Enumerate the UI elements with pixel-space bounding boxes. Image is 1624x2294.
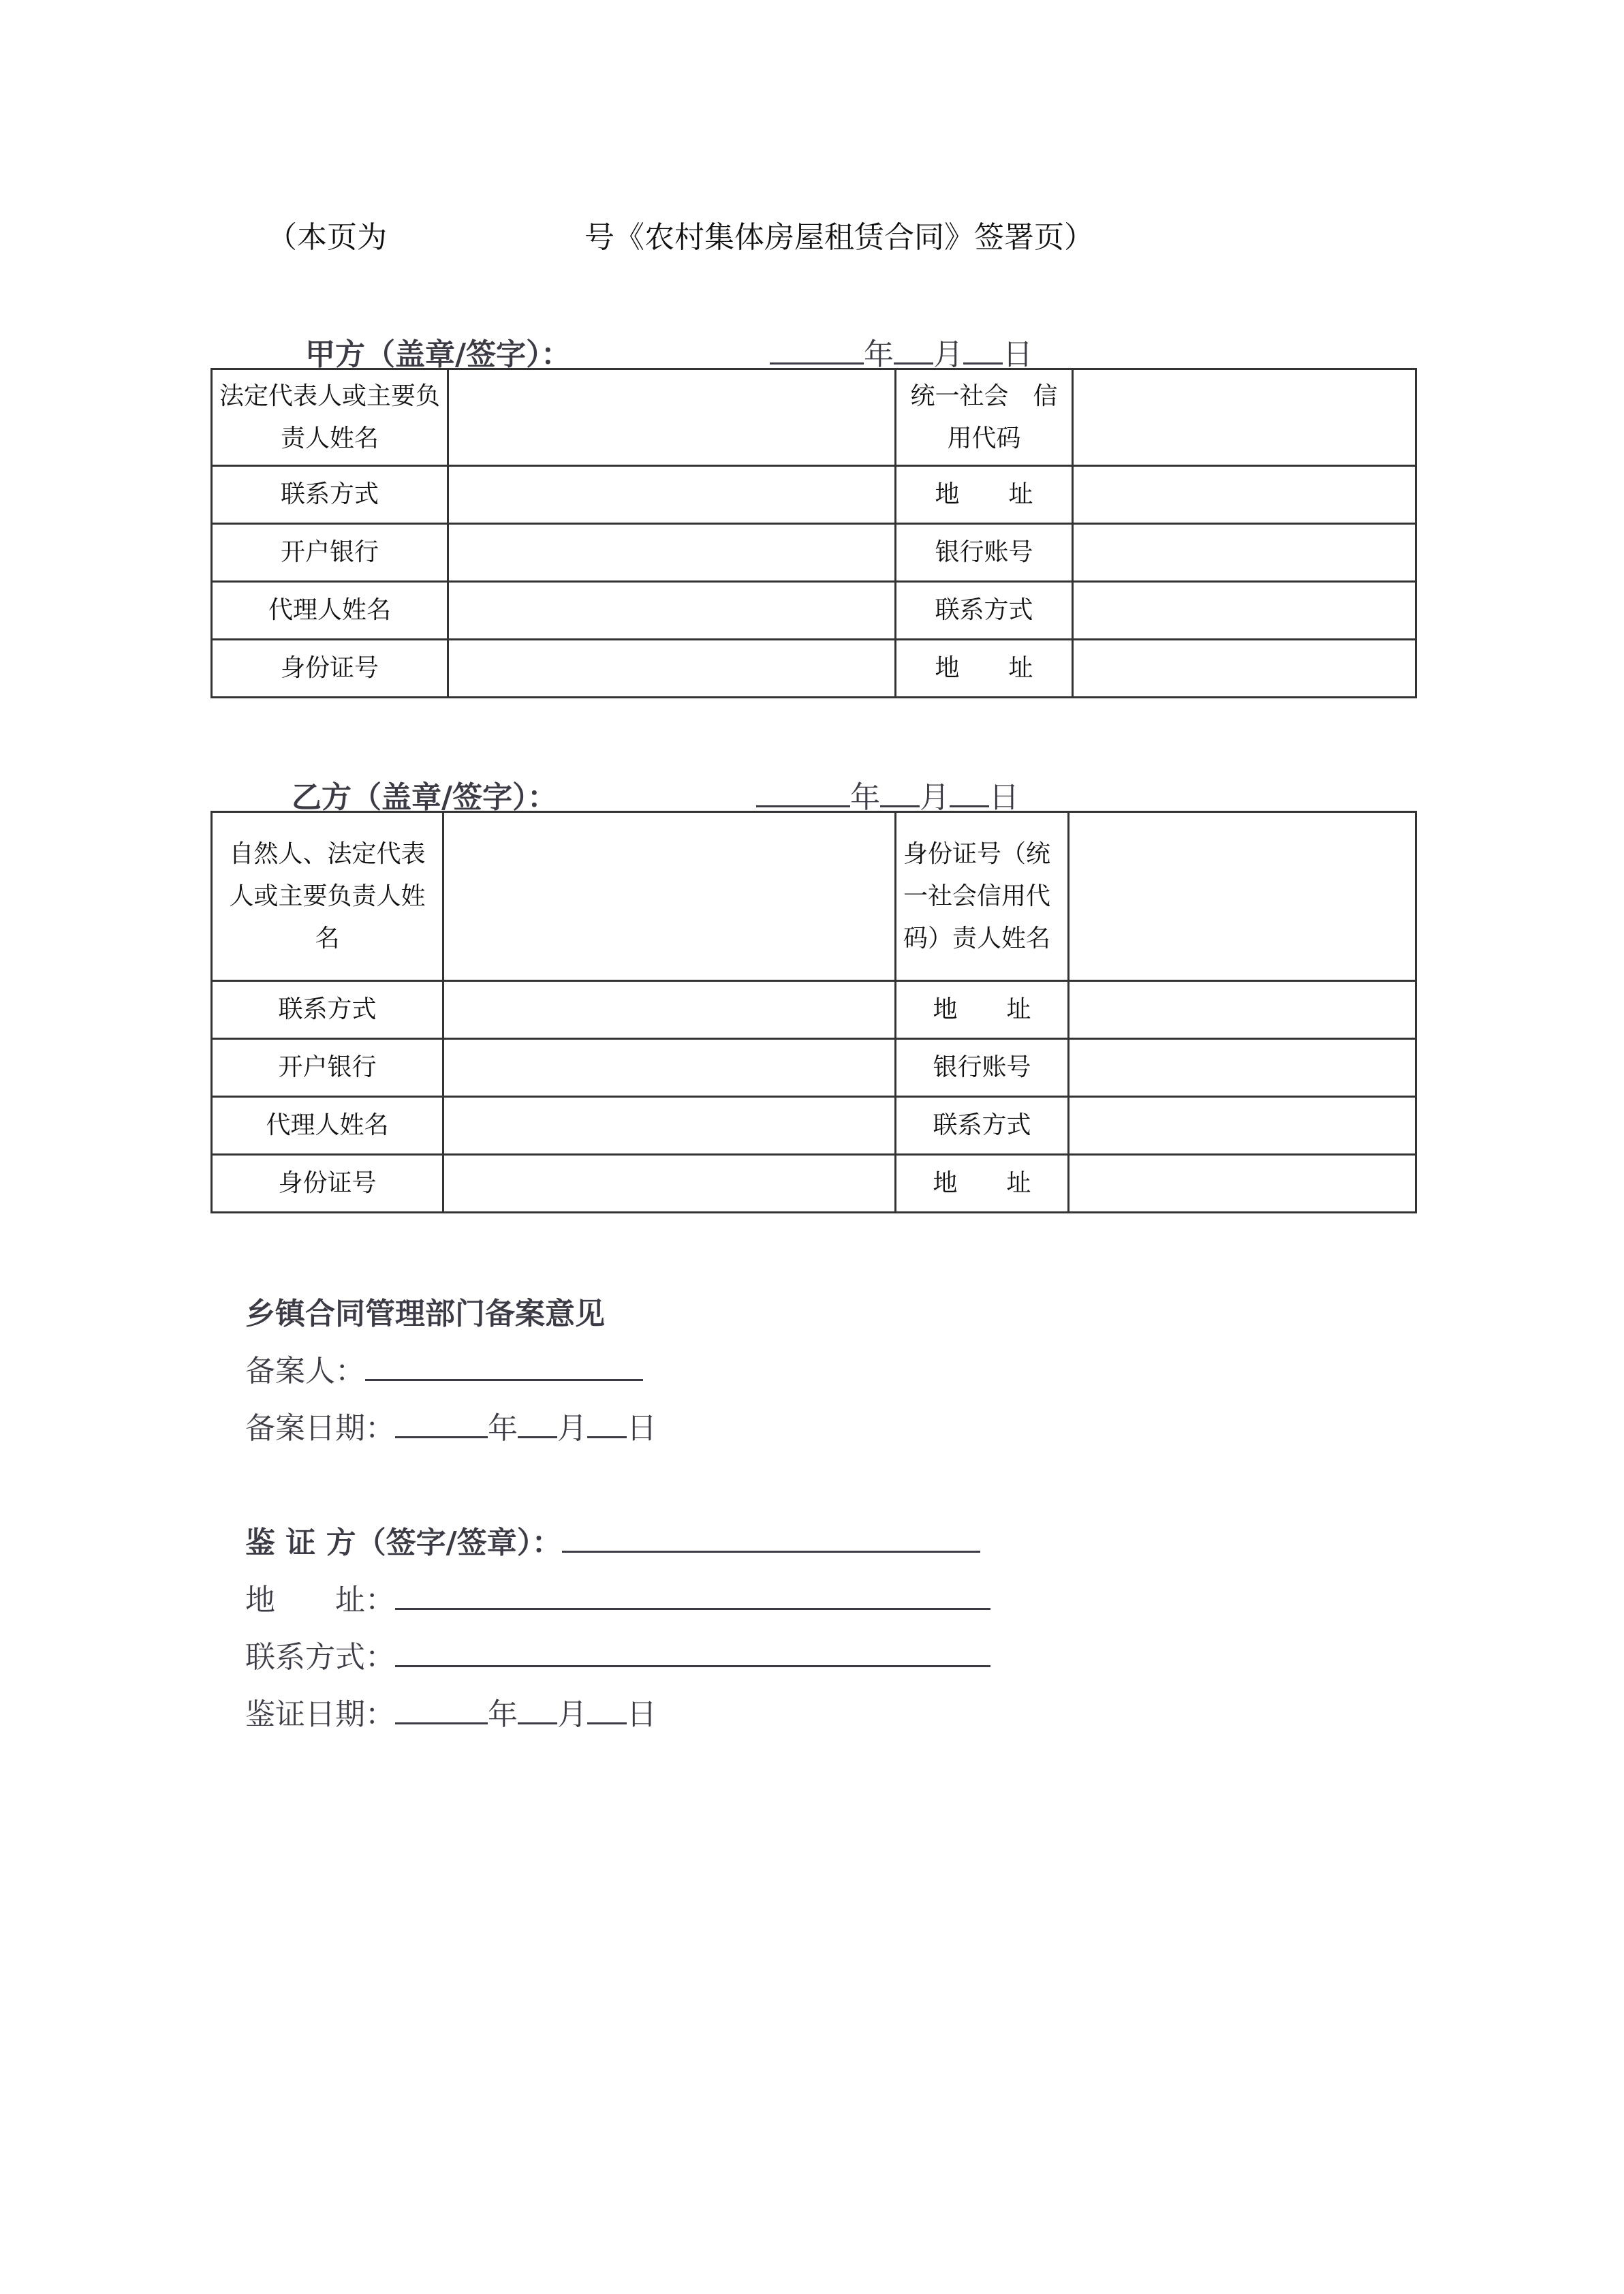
day-label: 日 [1003, 337, 1033, 372]
address-label: 地 址： [245, 1583, 395, 1617]
verifier-date-label: 鉴证日期： [245, 1697, 395, 1732]
day-label: 日 [627, 1697, 657, 1732]
verifier-heading: 鉴 证 方（签字/签章）： [245, 1525, 562, 1560]
day-label: 日 [627, 1411, 657, 1446]
input-cell[interactable] [1073, 640, 1416, 698]
row-label: 联系方式 [896, 582, 1073, 640]
filer-line [245, 1346, 643, 1390]
verifier-line [245, 1518, 980, 1562]
party-a-heading: 甲方（盖章/签字）： [305, 337, 572, 372]
table-row [212, 640, 1416, 698]
row-label: 身份证号 [212, 1155, 443, 1213]
month-blank[interactable] [518, 1698, 557, 1724]
table-row [212, 582, 1416, 640]
party-b-heading: 乙方（盖章/签字）： [292, 780, 558, 815]
input-cell[interactable] [448, 369, 896, 466]
year-blank[interactable] [770, 338, 864, 365]
input-cell[interactable] [443, 812, 896, 981]
input-cell[interactable] [1073, 466, 1416, 524]
input-cell[interactable] [1069, 1155, 1416, 1213]
table-row [212, 1039, 1416, 1097]
table-row [212, 812, 1416, 981]
row-label: 地 址 [896, 981, 1069, 1039]
input-cell[interactable] [448, 640, 896, 698]
row-label: 地 址 [896, 640, 1073, 698]
filing-date-label: 备案日期： [245, 1411, 395, 1446]
month-label: 月 [933, 337, 963, 372]
row-label: 身份证号 [212, 640, 448, 698]
input-cell[interactable] [1073, 582, 1416, 640]
input-cell[interactable] [1069, 1097, 1416, 1155]
table-row [212, 1097, 1416, 1155]
row-label: 法定代表人或主要负责人姓名 [212, 369, 448, 466]
row-label: 联系方式 [212, 981, 443, 1039]
year-label: 年 [488, 1697, 518, 1732]
year-label: 年 [850, 780, 880, 815]
title-suffix: 号《农村集体房屋租赁合同》签署页） [584, 220, 1094, 255]
input-cell[interactable] [1069, 1039, 1416, 1097]
input-cell[interactable] [443, 1039, 896, 1097]
input-cell[interactable] [1073, 524, 1416, 582]
filer-label: 备案人： [245, 1354, 365, 1389]
input-cell[interactable] [443, 981, 896, 1039]
row-label: 开户银行 [212, 1039, 443, 1097]
filing-heading: 乡镇合同管理部门备案意见 [245, 1297, 605, 1331]
row-label: 联系方式 [896, 1097, 1069, 1155]
address-blank[interactable] [395, 1583, 990, 1610]
party-a-table [210, 368, 1417, 698]
table-row [212, 1155, 1416, 1213]
party-b-date [756, 773, 1019, 816]
row-label: 银行账号 [896, 524, 1073, 582]
year-blank[interactable] [756, 781, 850, 807]
day-blank[interactable] [950, 781, 989, 807]
verifier-contact-line [245, 1632, 990, 1676]
table-row [212, 369, 1416, 466]
input-cell[interactable] [443, 1097, 896, 1155]
year-label: 年 [488, 1411, 518, 1446]
year-label: 年 [864, 337, 894, 372]
row-label: 地 址 [896, 466, 1073, 524]
table-row [212, 524, 1416, 582]
input-cell[interactable] [448, 466, 896, 524]
input-cell[interactable] [448, 582, 896, 640]
month-blank[interactable] [518, 1412, 557, 1438]
filing-date-line [245, 1404, 657, 1447]
row-label: 代理人姓名 [212, 1097, 443, 1155]
row-label: 代理人姓名 [212, 582, 448, 640]
party-a-date [770, 330, 1033, 373]
verifier-blank[interactable] [562, 1526, 980, 1553]
month-blank[interactable] [880, 781, 920, 807]
row-label: 联系方式 [212, 466, 448, 524]
input-cell[interactable] [443, 1155, 896, 1213]
input-cell[interactable] [1073, 369, 1416, 466]
month-label: 月 [557, 1411, 587, 1446]
day-blank[interactable] [587, 1412, 627, 1438]
party-b-table [210, 811, 1417, 1213]
table-row [212, 981, 1416, 1039]
verifier-date-line [245, 1690, 657, 1733]
month-label: 月 [920, 780, 950, 815]
row-label: 银行账号 [896, 1039, 1069, 1097]
table-row [212, 466, 1416, 524]
filer-blank[interactable] [365, 1354, 643, 1381]
day-blank[interactable] [587, 1698, 627, 1724]
row-label: 统一社会 信用代码 [896, 369, 1073, 466]
row-label: 地 址 [896, 1155, 1069, 1213]
page-title [267, 213, 1094, 256]
row-label: 身份证号（统一社会信用代码）责人姓名 [896, 812, 1069, 981]
input-cell[interactable] [1069, 981, 1416, 1039]
row-label: 自然人、法定代表人或主要负责人姓名 [212, 812, 443, 981]
year-blank[interactable] [395, 1698, 488, 1724]
day-blank[interactable] [963, 338, 1003, 365]
day-label: 日 [989, 780, 1019, 815]
month-blank[interactable] [894, 338, 933, 365]
month-label: 月 [557, 1697, 587, 1732]
year-blank[interactable] [395, 1412, 488, 1438]
input-cell[interactable] [1069, 812, 1416, 981]
title-prefix: （本页为 [267, 220, 387, 255]
verifier-address-line [245, 1575, 990, 1619]
contact-blank[interactable] [395, 1641, 990, 1667]
contact-label: 联系方式： [245, 1640, 395, 1675]
row-label: 开户银行 [212, 524, 448, 582]
input-cell[interactable] [448, 524, 896, 582]
